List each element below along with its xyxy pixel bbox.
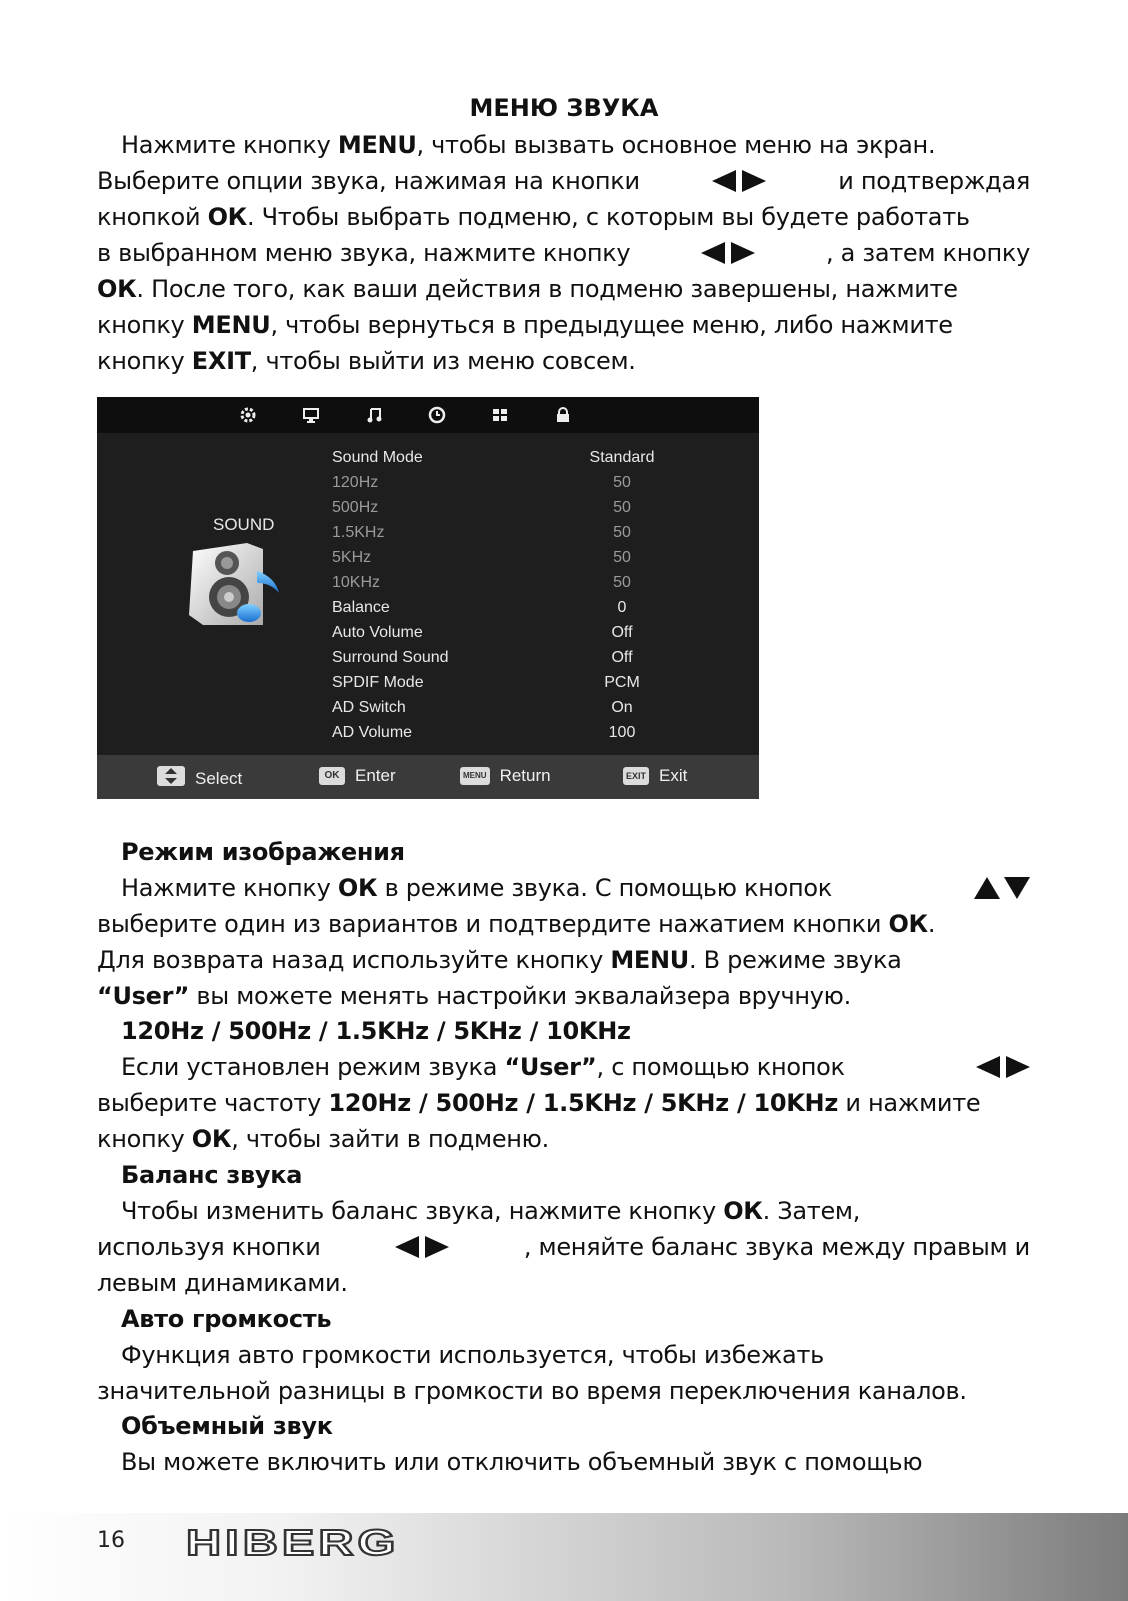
clock-icon	[426, 404, 448, 426]
monitor-icon	[300, 404, 322, 426]
tv-sound-menu-screenshot	[97, 397, 759, 799]
tv-menu-row[interactable]: 500Hz 50	[332, 499, 631, 516]
picture-mode-paragraph: Нажмите кнопку ОК в режиме звука. С помощью кнопок выберите один из вариантов и подтвердите нажатием кнопки ОК. Для возврата назад используйте кнопку MENU. В режиме звука “User” вы можете менять настройки эквалайзера вручную.	[97, 870, 1030, 1014]
tv-menu-row[interactable]: AD Volume 100	[332, 724, 636, 741]
up-down-arrows-icon	[974, 870, 1030, 906]
tv-menu-body	[97, 433, 759, 755]
tv-menu-row[interactable]: SPDIF Mode PCM	[332, 674, 640, 691]
section-heading: Авто громкость	[121, 1305, 332, 1333]
tv-menu-row[interactable]: 1.5KHz 50	[332, 524, 631, 541]
select-hint: Select	[157, 766, 242, 791]
menu-key-icon: MENU	[460, 767, 490, 785]
page-title: МЕНЮ ЗВУКА	[469, 94, 659, 122]
tv-menu-hint-bar	[97, 755, 759, 799]
tv-menu-row[interactable]: Auto Volume Off	[332, 624, 633, 641]
music-note-icon	[363, 404, 385, 426]
intro-paragraph: Нажмите кнопку MENU, чтобы вызвать основное меню на экран. Выберите опции звука, нажимая на кнопки и подтверждая кнопкой ОК. Чтобы выбрать подменю, с которым вы будете работать в выбранном меню звука, нажмите кнопку , а затем кнопку ОК. После того, как ваши действия в подменю завершены, нажмите кнопку MENU, чтобы вернуться в предыдущее меню, либо нажмите кнопку EXIT, чтобы выйти из меню совсем.	[97, 131, 1030, 375]
tv-section-label: SOUND	[213, 515, 275, 534]
tv-menu-row[interactable]: 5KHz 50	[332, 549, 631, 566]
left-right-arrows-icon	[701, 235, 755, 271]
section-heading: Режим изображения	[121, 838, 405, 866]
tv-menu-row[interactable]: 120Hz 50	[332, 474, 631, 491]
gear-icon	[237, 404, 259, 426]
left-right-arrows-icon	[976, 1049, 1030, 1085]
lock-icon	[552, 404, 574, 426]
tv-menu-row[interactable]: 10KHz 50	[332, 574, 631, 591]
tv-menu-tab-bar	[97, 397, 759, 434]
return-hint: MENU Return	[460, 766, 551, 786]
up-down-key-icon	[157, 766, 185, 791]
tv-menu-row[interactable]: Sound Mode Standard	[332, 449, 655, 466]
exit-key-icon: EXIT	[623, 767, 649, 785]
brand-logo: HIBERG	[186, 1522, 400, 1563]
tv-menu-row[interactable]: Surround Sound Off	[332, 649, 633, 666]
page-footer	[0, 1513, 1128, 1601]
eq-paragraph: Если установлен режим звука “User”, с помощью кнопок выберите частоту 120Hz / 500Hz / 1.5KHz / 5KHz / 10KHz и нажмите кнопку ОК, чтобы зайти в подменю.	[97, 1049, 1030, 1157]
grid-icon	[489, 404, 511, 426]
balance-paragraph: Чтобы изменить баланс звука, нажмите кнопку ОК. Затем, используя кнопки , меняйте баланс звука между правым и левым динамиками.	[97, 1197, 1030, 1297]
exit-hint: EXIT Exit	[623, 766, 687, 786]
tv-menu-row[interactable]: Balance 0	[332, 599, 627, 616]
speaker-icon	[187, 541, 287, 634]
surround-paragraph: Вы можете включить или отключить объемный звук с помощью	[121, 1448, 923, 1476]
section-heading: 120Hz / 500Hz / 1.5KHz / 5KHz / 10KHz	[121, 1017, 631, 1045]
ok-key-icon: OK	[319, 767, 345, 785]
enter-hint: OK Enter	[319, 766, 396, 786]
tv-menu-row[interactable]: AD Switch On	[332, 699, 633, 716]
left-right-arrows-icon	[712, 163, 766, 199]
left-right-arrows-icon	[395, 1229, 449, 1265]
auto-volume-paragraph: Функция авто громкости используется, чтобы избежать значительной разницы в громкости во время переключения каналов.	[97, 1341, 967, 1405]
page-number: 16	[97, 1528, 125, 1553]
section-heading: Баланс звука	[121, 1161, 303, 1189]
section-heading: Объемный звук	[121, 1412, 333, 1440]
